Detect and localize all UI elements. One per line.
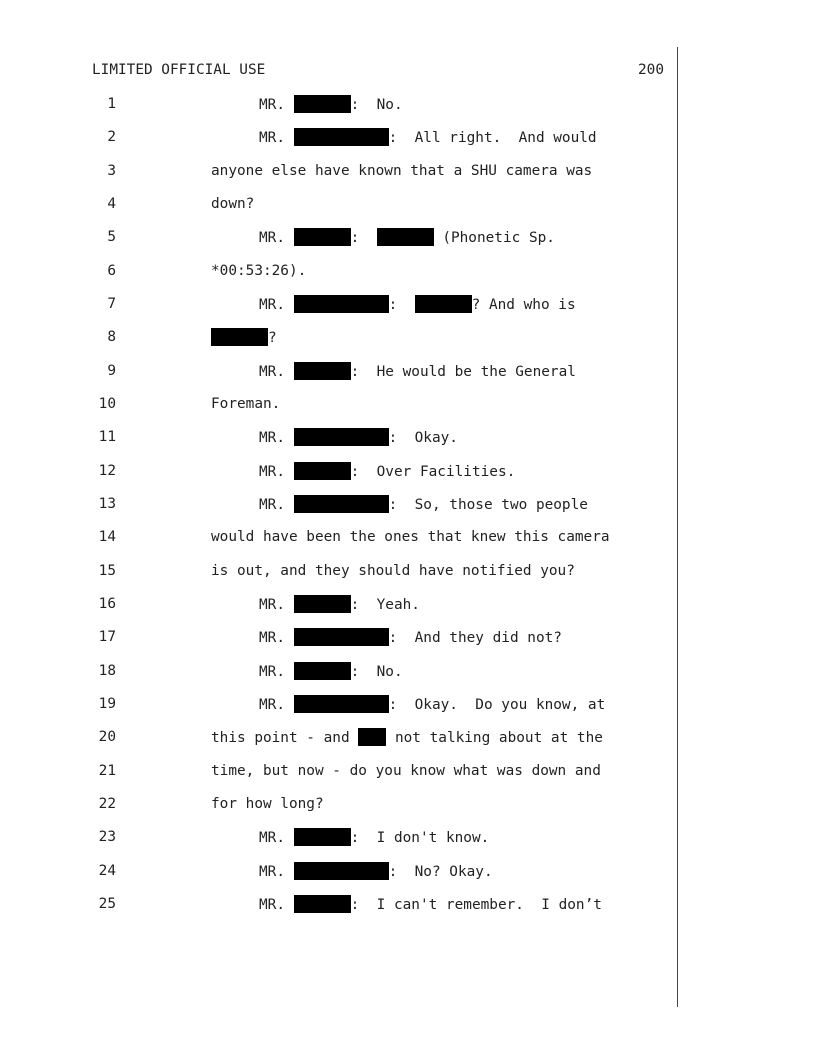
line-text: :	[350, 230, 377, 246]
line-number: 25	[98, 896, 116, 912]
line-text: : No.	[350, 97, 403, 113]
redaction-bar	[294, 295, 389, 313]
redaction-bar	[294, 662, 351, 680]
line-text: : And they did not?	[388, 630, 562, 646]
line-number: 19	[98, 696, 116, 712]
line-number: 5	[107, 229, 116, 245]
redaction-bar	[294, 862, 389, 880]
redaction-bar	[415, 295, 472, 313]
transcript-line	[259, 462, 515, 481]
line-number: 7	[107, 296, 116, 312]
transcript-line	[259, 295, 576, 314]
line-text: : Okay.	[388, 430, 458, 446]
redaction-bar	[294, 495, 389, 513]
transcript-line: for how long?	[211, 796, 324, 812]
transcript-line	[259, 228, 555, 247]
speaker-prefix: MR.	[259, 497, 294, 513]
line-number: 12	[98, 463, 116, 479]
line-text: not talking about at the	[386, 730, 603, 746]
speaker-prefix: MR.	[259, 864, 294, 880]
transcript-line: time, but now - do you know what was down and	[211, 763, 601, 779]
transcript-line: Foreman.	[211, 396, 281, 412]
line-text: : No.	[350, 664, 403, 680]
speaker-prefix: MR.	[259, 230, 294, 246]
redaction-bar	[294, 428, 389, 446]
line-number: 17	[98, 629, 116, 645]
transcript-line	[211, 728, 603, 747]
line-number: 24	[98, 863, 116, 879]
line-number: 6	[107, 263, 116, 279]
redaction-bar	[294, 228, 351, 246]
speaker-prefix: MR.	[259, 830, 294, 846]
line-number: 11	[98, 429, 116, 445]
transcript-line	[259, 862, 493, 881]
transcript-line	[211, 328, 277, 347]
line-text: : Over Facilities.	[350, 464, 516, 480]
line-number: 1	[107, 96, 116, 112]
line-text: : He would be the General	[350, 364, 576, 380]
line-text: : Yeah.	[350, 597, 420, 613]
redaction-bar	[294, 362, 351, 380]
line-text: : No? Okay.	[388, 864, 493, 880]
line-number: 9	[107, 363, 116, 379]
line-number: 15	[98, 563, 116, 579]
page-marking: LIMITED OFFICIAL USE	[92, 62, 266, 78]
speaker-prefix: MR.	[259, 897, 294, 913]
line-number: 16	[98, 596, 116, 612]
line-number: 22	[98, 796, 116, 812]
line-number: 18	[98, 663, 116, 679]
line-number: 14	[98, 529, 116, 545]
redaction-bar	[294, 695, 389, 713]
line-number: 10	[98, 396, 116, 412]
line-text: (Phonetic Sp.	[433, 230, 555, 246]
line-text: : I don't know.	[350, 830, 490, 846]
redaction-bar	[358, 728, 386, 746]
line-text: : So, those two people	[388, 497, 588, 513]
redaction-bar	[294, 128, 389, 146]
transcript-line	[259, 595, 420, 614]
line-text: :	[388, 297, 415, 313]
transcript-line	[259, 695, 605, 714]
speaker-prefix: MR.	[259, 697, 294, 713]
redaction-bar	[211, 328, 268, 346]
line-number: 3	[107, 163, 116, 179]
speaker-prefix: MR.	[259, 130, 294, 146]
line-number: 20	[98, 729, 116, 745]
line-text: ?	[268, 330, 277, 346]
transcript-line	[259, 128, 597, 147]
line-number: 8	[107, 329, 116, 345]
line-text: : I can't remember. I don’t	[350, 897, 602, 913]
speaker-prefix: MR.	[259, 597, 294, 613]
transcript-line: anyone else have known that a SHU camera was	[211, 163, 593, 179]
speaker-prefix: MR.	[259, 430, 294, 446]
transcript-line: would have been the ones that knew this camera	[211, 529, 610, 545]
transcript-line	[259, 428, 458, 447]
page-number: 200	[638, 62, 664, 78]
redaction-bar	[294, 828, 351, 846]
transcript-line	[259, 662, 403, 681]
line-text: : All right. And would	[388, 130, 597, 146]
right-margin-rule	[677, 47, 678, 1007]
transcript-line: *00:53:26).	[211, 263, 307, 279]
line-number: 23	[98, 829, 116, 845]
speaker-prefix: MR.	[259, 364, 294, 380]
speaker-prefix: MR.	[259, 297, 294, 313]
line-text: : Okay. Do you know, at	[388, 697, 606, 713]
redaction-bar	[294, 95, 351, 113]
line-number: 21	[98, 763, 116, 779]
redaction-bar	[294, 595, 351, 613]
transcript-line: is out, and they should have notified you?	[211, 563, 575, 579]
transcript-line	[259, 895, 602, 914]
redaction-bar	[377, 228, 434, 246]
speaker-prefix: MR.	[259, 630, 294, 646]
line-number: 2	[107, 129, 116, 145]
redaction-bar	[294, 628, 389, 646]
redaction-bar	[294, 895, 351, 913]
transcript-line	[259, 828, 489, 847]
transcript-line: down?	[211, 196, 255, 212]
line-number: 13	[98, 496, 116, 512]
transcript-line	[259, 362, 576, 381]
line-text: ? And who is	[471, 297, 576, 313]
speaker-prefix: MR.	[259, 664, 294, 680]
speaker-prefix: MR.	[259, 464, 294, 480]
redaction-bar	[294, 462, 351, 480]
speaker-prefix: MR.	[259, 97, 294, 113]
transcript-line	[259, 495, 588, 514]
transcript-line	[259, 628, 562, 647]
line-text: this point - and	[211, 730, 359, 746]
transcript-line	[259, 95, 403, 114]
line-number: 4	[107, 196, 116, 212]
